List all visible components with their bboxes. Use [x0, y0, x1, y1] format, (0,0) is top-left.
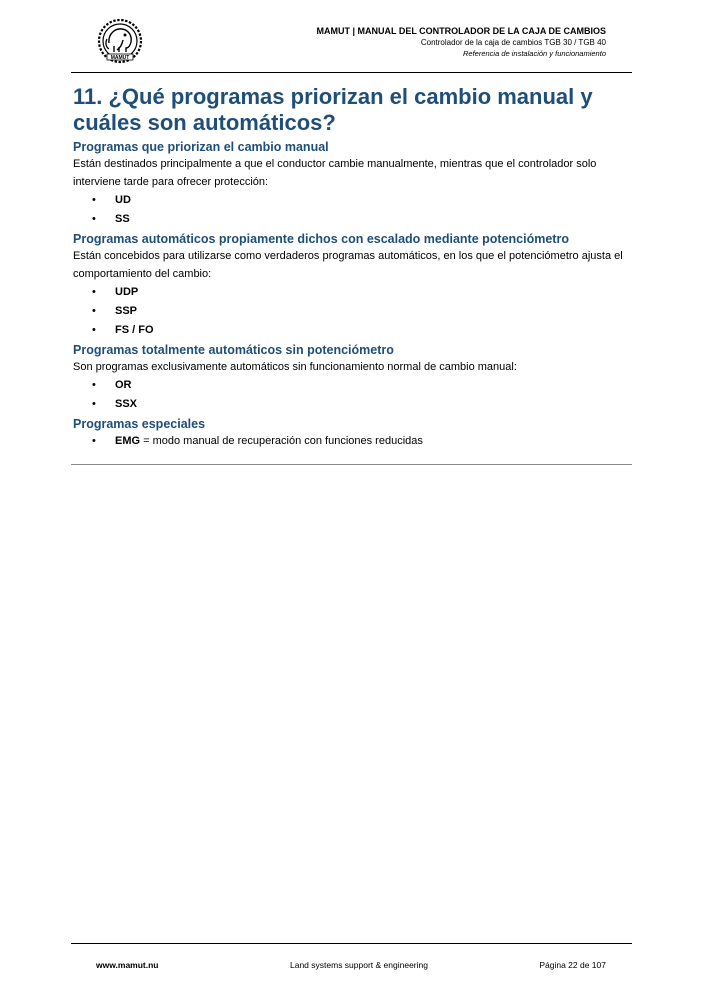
document-header: [316, 25, 606, 59]
footer-website: www.mamut.nu: [96, 960, 159, 970]
bullet-icon: •: [92, 213, 96, 225]
section-heading: Programas automáticos propiamente dichos con escalado mediante potenciómetro: [73, 232, 569, 246]
list-item: • EMG = modo manual de recuperación con funciones reducidas: [73, 432, 633, 451]
bullet-icon: •: [92, 286, 96, 298]
svg-text:MAMUT: MAMUT: [110, 55, 130, 61]
list-item: • SSP: [73, 302, 633, 321]
bullet-icon: •: [92, 194, 96, 206]
bullet-icon: •: [92, 398, 96, 410]
page-title: 11. ¿Qué programas priorizan el cambio manual y cuáles son automáticos?: [73, 84, 593, 135]
header-subtitle: Controlador de la caja de cambios TGB 30 / TGB 40: [420, 38, 606, 47]
list-item: • OR: [73, 376, 633, 395]
program-list: [73, 376, 633, 414]
program-list: [73, 283, 633, 340]
footer-divider: [71, 943, 632, 944]
section-automatic-potentiometer: [73, 232, 633, 340]
list-item: • UDP: [73, 283, 633, 302]
program-list: [73, 191, 633, 229]
footer-page-number: Página 22 de 107: [539, 960, 606, 970]
header-reference: Referencia de instalación y funcionamiento: [462, 49, 606, 58]
list-item: • FS / FO: [73, 321, 633, 340]
header-title: MAMUT | MANUAL DEL CONTROLADOR DE LA CAJA DE CAMBIOS: [316, 26, 606, 36]
footer-tagline: Land systems support & engineering: [290, 960, 428, 970]
section-special-programs: [73, 417, 633, 451]
section-heading: Programas totalmente automáticos sin potenciómetro: [73, 343, 394, 357]
bullet-icon: •: [92, 379, 96, 391]
content-divider: [71, 464, 632, 465]
program-list: [73, 432, 633, 451]
section-manual-priority: [73, 140, 633, 229]
mamut-logo: [95, 17, 145, 65]
list-item: • SSX: [73, 395, 633, 414]
section-text: Están concebidos para utilizarse como verdaderos programas automáticos, en los que el potenciómetro ajusta el comportamiento del cambio:: [73, 250, 623, 280]
bullet-icon: •: [92, 435, 96, 447]
list-item: • UD: [73, 191, 633, 210]
bullet-icon: •: [92, 305, 96, 317]
section-heading: Programas especiales: [73, 417, 206, 431]
section-text: Están destinados principalmente a que el conductor cambie manualmente, mientras que el controlador solo interviene tarde para ofrecer protección:: [73, 158, 597, 188]
header-divider: [71, 72, 632, 73]
section-fully-automatic: [73, 343, 633, 414]
section-text: Son programas exclusivamente automáticos sin funcionamiento normal de cambio manual:: [73, 361, 517, 373]
bullet-icon: •: [92, 324, 96, 336]
section-heading: Programas que priorizan el cambio manual: [73, 140, 329, 154]
page-content: [73, 84, 633, 451]
list-item: • SS: [73, 210, 633, 229]
